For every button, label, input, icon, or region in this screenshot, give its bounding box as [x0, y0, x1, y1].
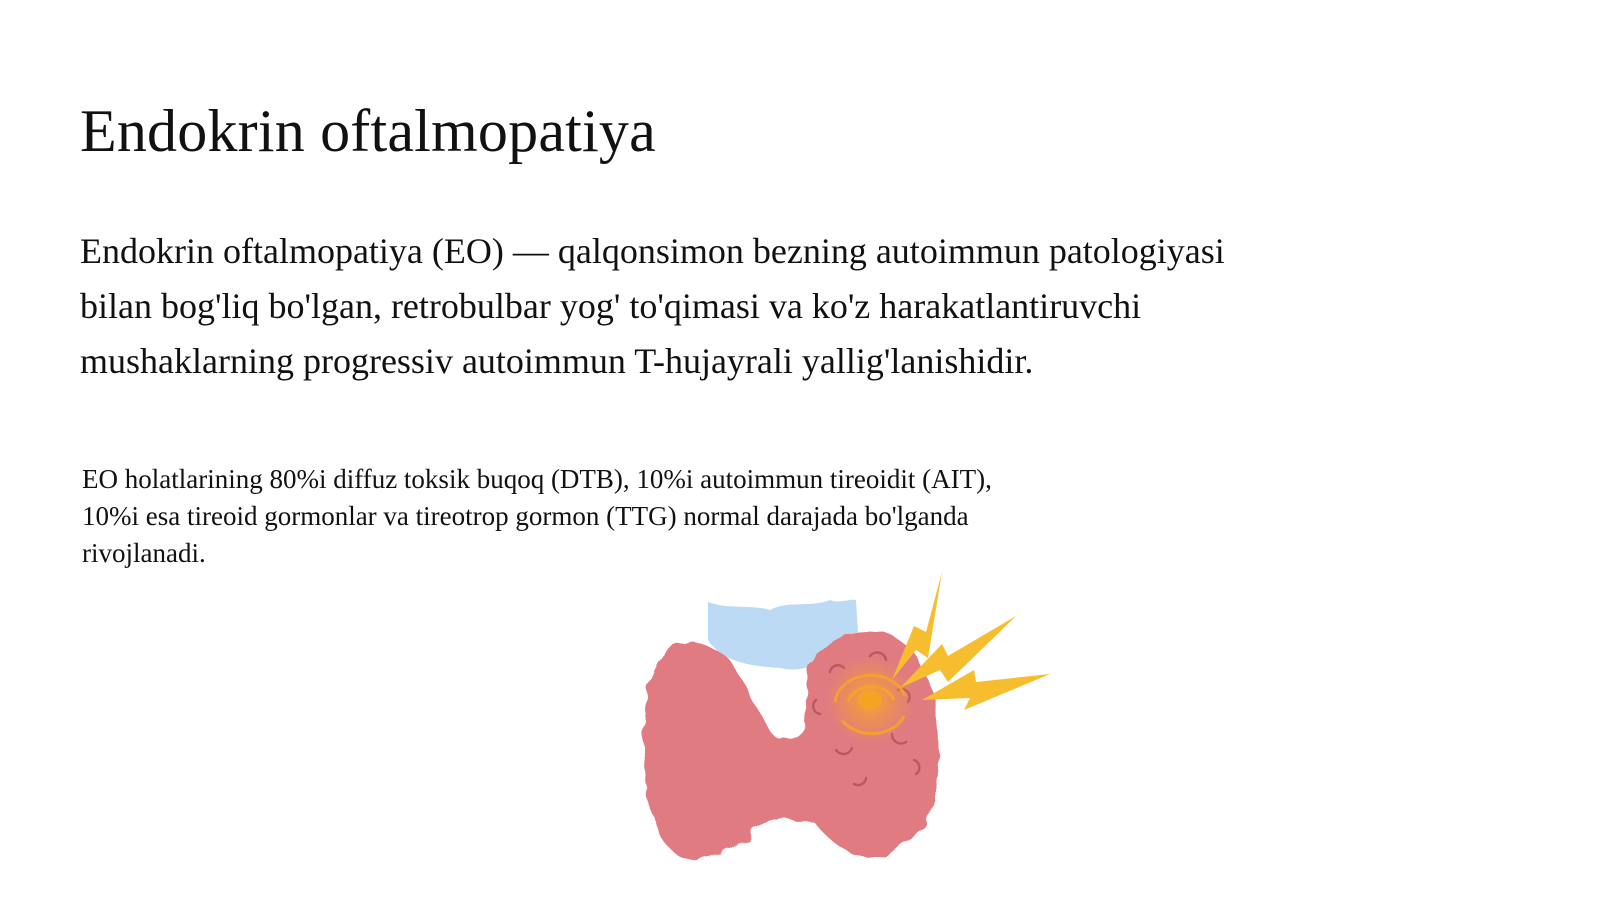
- lead-line: Endokrin oftalmopatiya (EO) — qalqonsimon bezning autoimmun patologiyasi: [80, 231, 1225, 271]
- statistics-line: rivojlanadi.: [82, 538, 206, 568]
- lead-line: bilan bog'liq bo'lgan, retrobulbar yog' to'qimasi va ko'z harakatlantiruvchi: [80, 286, 1142, 326]
- lead-paragraph: [80, 224, 1380, 389]
- inflammation-core: [858, 691, 882, 709]
- statistics-paragraph: [82, 461, 1182, 572]
- statistics-line: EO holatlarining 80%i diffuz toksik buqoq (DTB), 10%i autoimmun tireoidit (AIT),: [82, 464, 992, 494]
- inflamed-thyroid-gland-icon: [630, 570, 1080, 890]
- slide-title: Endokrin oftalmopatiya: [80, 98, 656, 164]
- statistics-line: 10%i esa tireoid gormonlar va tireotrop gormon (TTG) normal darajada bo'lganda: [82, 501, 969, 531]
- lead-line: mushaklarning progressiv autoimmun T-hujayrali yallig'lanishidir.: [80, 341, 1034, 381]
